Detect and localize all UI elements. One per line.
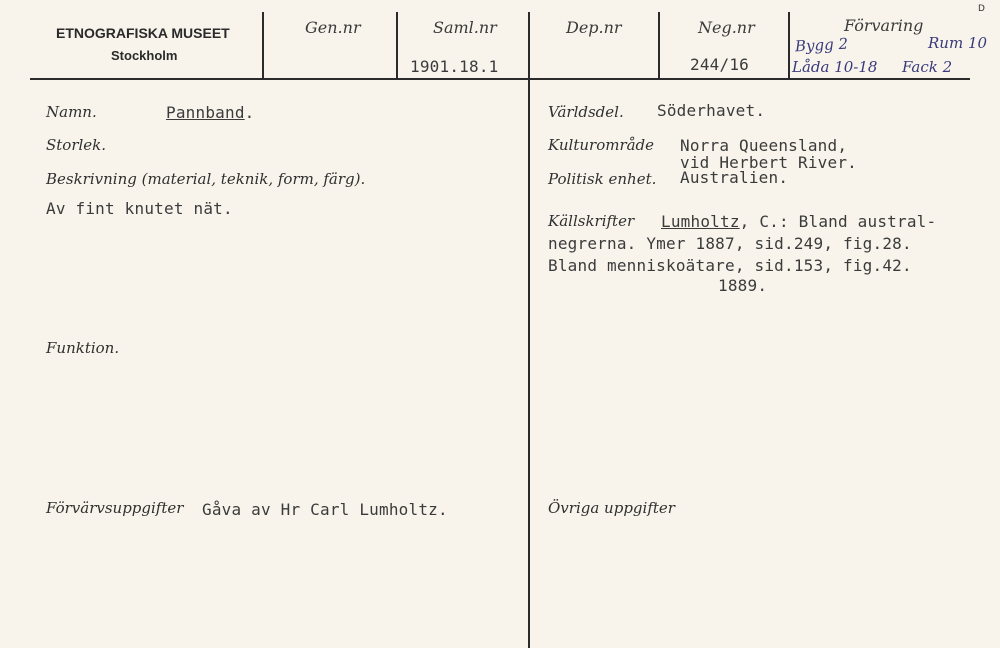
namn-period: . xyxy=(244,103,255,122)
varldsdel-value: Söderhavet. xyxy=(657,101,766,120)
museum-name: ETNOGRAFISKA MUSEET xyxy=(56,25,230,41)
forvaring-compartment: Fack 2 xyxy=(902,58,953,76)
namn-value: Pannband xyxy=(166,103,245,122)
funktion-label: Funktion. xyxy=(46,339,120,357)
kallskrifter-line2: negrerna. Ymer 1887, sid.249, fig.28. xyxy=(548,234,912,253)
forvaring-room: Rum 10 xyxy=(928,34,988,52)
header-divider xyxy=(528,12,530,78)
neg-nr-value: 244/16 xyxy=(690,55,749,74)
forvaring-building: Bygg 2 xyxy=(794,34,849,56)
forvarv-value: Gåva av Hr Carl Lumholtz. xyxy=(202,500,448,519)
kallskrifter-line4: 1889. xyxy=(718,276,768,295)
kallskrifter-line3: Bland menniskoätare, sid.153, fig.42. xyxy=(548,256,912,275)
saml-nr-label: Saml.nr xyxy=(433,18,497,37)
gen-nr-label: Gen.nr xyxy=(305,18,361,37)
beskrivning-label: Beskrivning (material, teknik, form, färg). xyxy=(46,170,366,188)
header-divider xyxy=(658,12,660,78)
header-divider xyxy=(262,12,264,78)
kallskrifter-label: Källskrifter xyxy=(548,212,635,230)
saml-nr-value: 1901.18.1 xyxy=(410,57,499,76)
forvarv-label: Förvärvsuppgifter xyxy=(46,499,184,517)
politisk-label: Politisk enhet. xyxy=(548,170,657,188)
header-rule xyxy=(30,78,970,80)
storlek-label: Storlek. xyxy=(46,136,107,154)
varldsdel-label: Världsdel. xyxy=(548,103,624,121)
dep-nr-label: Dep.nr xyxy=(566,18,622,37)
kulturomrade-label: Kulturområde xyxy=(548,136,655,154)
ovriga-label: Övriga uppgifter xyxy=(548,499,675,517)
header-divider xyxy=(396,12,398,78)
header-divider xyxy=(788,12,790,78)
forvaring-label: Förvaring xyxy=(844,16,924,35)
kallskrifter-line1: , C.: Bland austral- xyxy=(739,212,937,231)
kulturomrade-line1: Norra Queensland, xyxy=(680,136,848,155)
kallskrifter-author: Lumholtz xyxy=(661,212,740,231)
politisk-value: Australien. xyxy=(680,168,789,187)
namn-label: Namn. xyxy=(46,103,97,121)
kulturomrade-line2: vid Herbert River. xyxy=(680,153,857,172)
museum-city: Stockholm xyxy=(111,48,178,63)
forvaring-box: Låda 10-18 xyxy=(792,58,878,76)
center-divider xyxy=(528,80,530,648)
neg-nr-label: Neg.nr xyxy=(698,18,755,37)
corner-mark: D xyxy=(978,4,985,14)
beskrivning-value: Av fint knutet nät. xyxy=(46,199,233,218)
